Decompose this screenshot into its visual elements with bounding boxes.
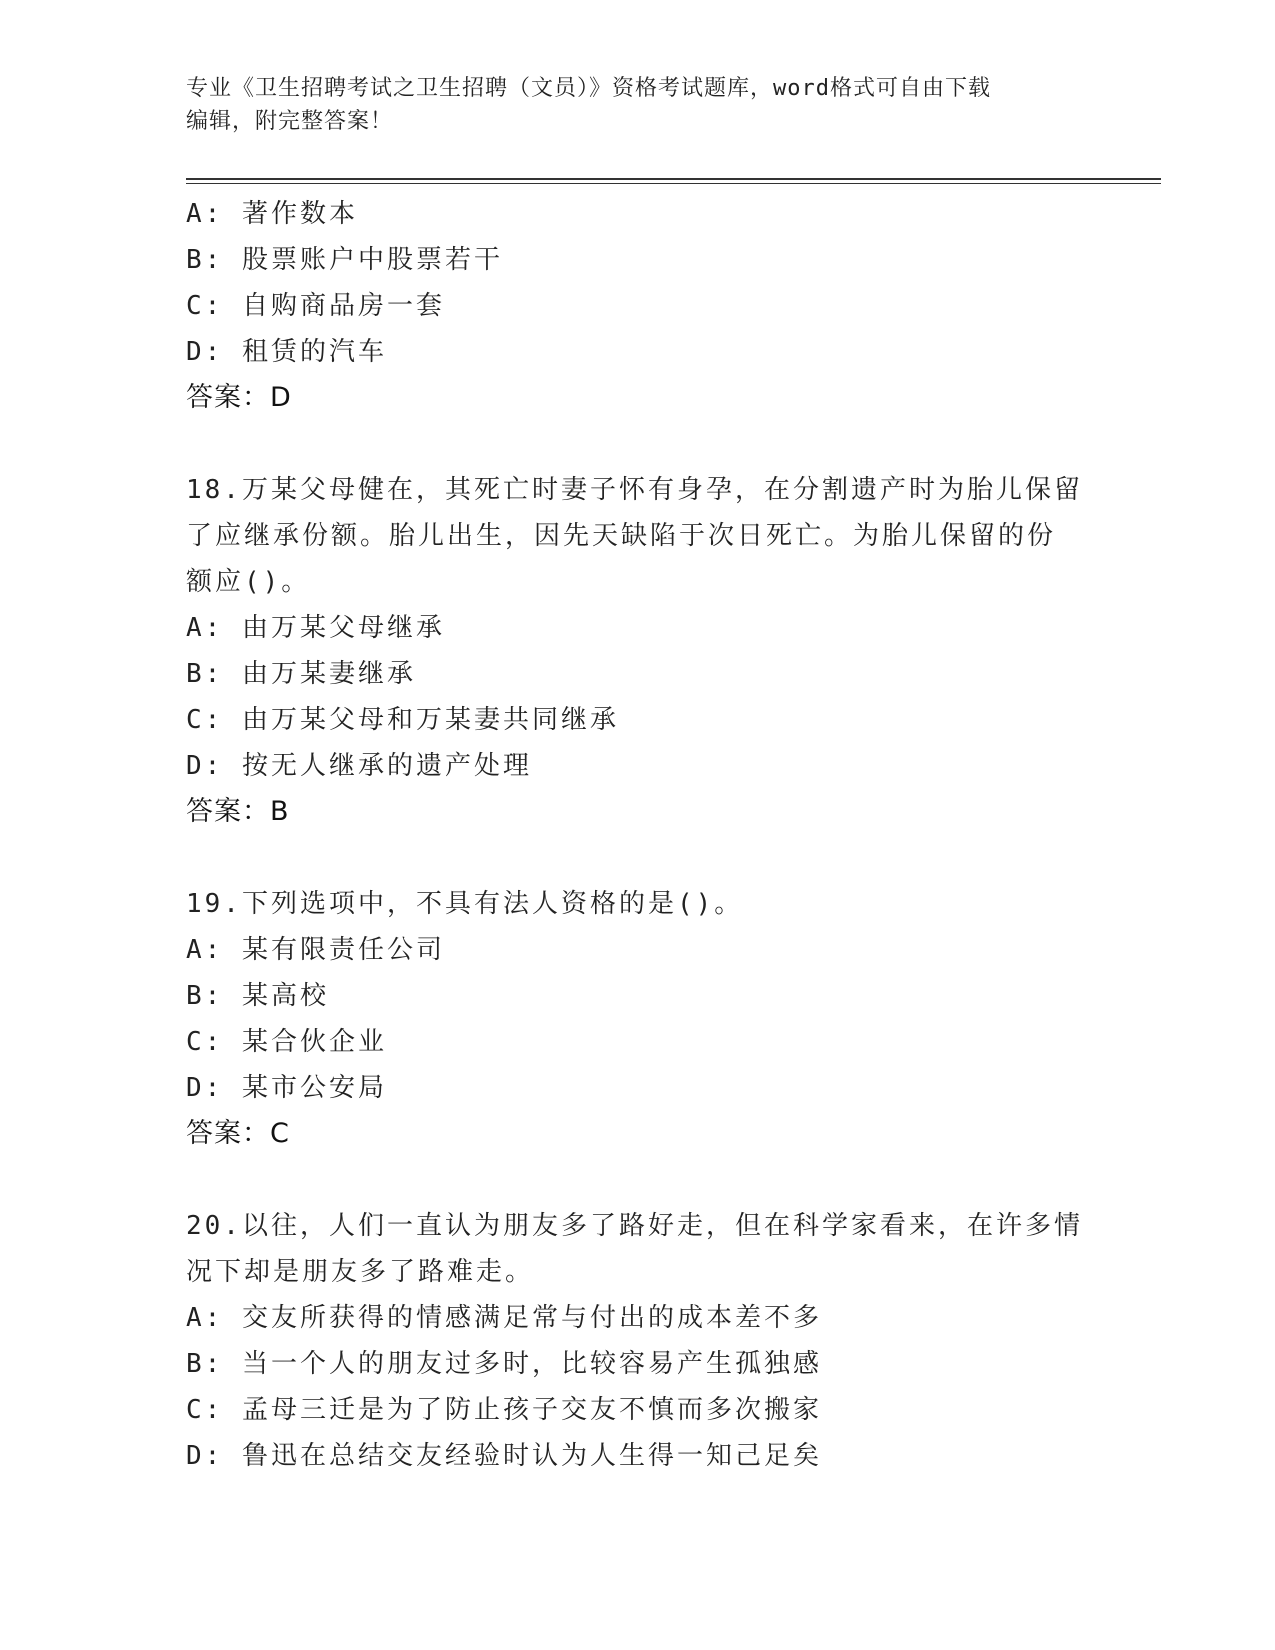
option-c: C: 自购商品房一套: [186, 291, 445, 321]
answer-label: 答案：D: [186, 382, 292, 413]
option-d: D: 鲁迅在总结交友经验时认为人生得一知己足矣: [186, 1441, 822, 1471]
option-d: D: 租赁的汽车: [186, 337, 387, 367]
option-b: B: 某高校: [186, 981, 329, 1011]
option-c: C: 孟母三迁是为了防止孩子交友不慎而多次搬家: [186, 1395, 822, 1425]
header-line-1: 专业《卫生招聘考试之卫生招聘（文员）》资格考试题库，word格式可自由下载: [186, 76, 991, 101]
question-spacer: [186, 1157, 1066, 1203]
answer-label: 答案：B: [186, 796, 290, 827]
option-a: A: 交友所获得的情感满足常与付出的成本差不多: [186, 1303, 822, 1333]
header-divider-thin: [186, 183, 1161, 184]
option-d: D: 某市公安局: [186, 1073, 387, 1103]
question-stem-line: 况下却是朋友多了路难走。: [186, 1257, 535, 1287]
question-spacer: [186, 421, 1066, 467]
option-b: B: 当一个人的朋友过多时，比较容易产生孤独感: [186, 1349, 822, 1379]
option-c: C: 某合伙企业: [186, 1027, 387, 1057]
answer-label: 答案：C: [186, 1118, 290, 1149]
question-17: [186, 191, 1066, 421]
question-stem-line: 额应()。: [186, 567, 311, 597]
option-b: B: 股票账户中股票若干: [186, 245, 503, 275]
question-stem-line: 了应继承份额。胎儿出生，因先天缺陷于次日死亡。为胎儿保留的份: [186, 521, 1057, 551]
header-line-2: 编辑，附完整答案！: [186, 109, 394, 134]
question-stem-line: 18.万某父母健在，其死亡时妻子怀有身孕，在分割遗产时为胎儿保留: [186, 475, 1083, 505]
question-20: [186, 1203, 1083, 1479]
question-list: [186, 191, 1083, 1479]
option-a: A: 某有限责任公司: [186, 935, 445, 965]
option-b: B: 由万某妻继承: [186, 659, 416, 689]
document-header: [186, 72, 1086, 138]
question-19: [186, 881, 1066, 1157]
question-stem-line: 20.以往，人们一直认为朋友多了路好走，但在科学家看来，在许多情: [186, 1211, 1083, 1241]
option-a: A: 著作数本: [186, 199, 358, 229]
question-spacer: [186, 835, 1066, 881]
question-stem-line: 19.下列选项中，不具有法人资格的是()。: [186, 889, 744, 919]
question-18: [186, 467, 1083, 835]
document-page: [186, 0, 1161, 1650]
option-a: A: 由万某父母继承: [186, 613, 445, 643]
header-divider-thick: [186, 178, 1161, 180]
option-d: D: 按无人继承的遗产处理: [186, 751, 532, 781]
option-c: C: 由万某父母和万某妻共同继承: [186, 705, 619, 735]
